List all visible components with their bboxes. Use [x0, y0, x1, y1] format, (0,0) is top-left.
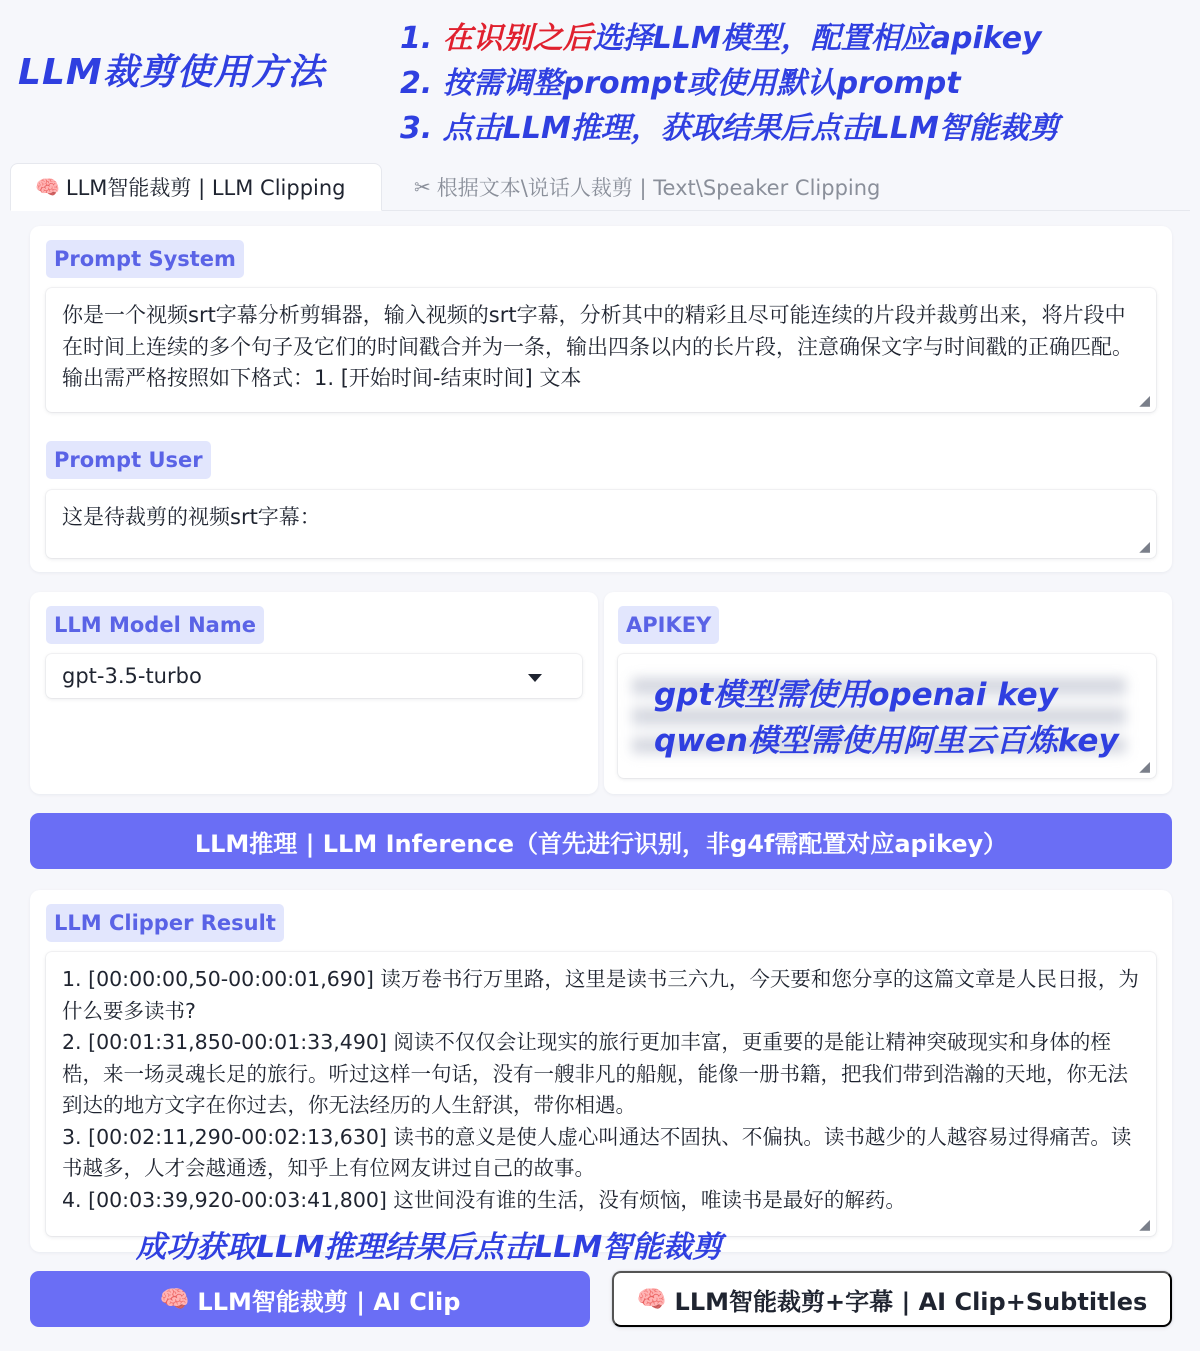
bottom-annotation: 成功获取LLM推理结果后点击LLM智能裁剪 [136, 1230, 723, 1265]
apikey-panel [604, 592, 1172, 794]
guide-step-1 [400, 16, 1059, 61]
result-line: 2. [00:01:31,850-00:01:33,490] 阅读不仅仅会让现实的旅行更加丰富，更重要的是能让精神突破现实和身体的桎梏，来一场灵魂长足的旅行。听过这样一句话，没有一艘非凡的船舰，能像一册书籍，把我们带到浩瀚的天地，你无法到达的地方文字在你过去，你无法经历的人生舒淇，带你相遇。 [62, 1030, 1128, 1117]
tab-text-speaker-clipping[interactable] [390, 163, 904, 211]
apikey-label: APIKEY [618, 606, 719, 644]
brain-icon: 🧠 [159, 1285, 190, 1313]
result-label: LLM Clipper Result [46, 904, 284, 942]
guide-step-1-highlight: 在识别之后 [442, 21, 593, 56]
prompt-user-text: 这是待裁剪的视频srt字幕： [62, 505, 321, 529]
guide-step-1-prefix: 1. [400, 21, 443, 56]
guide-title: LLM裁剪使用方法 [18, 52, 325, 93]
guide-steps [400, 16, 1059, 151]
scissors-icon: ✂ [414, 175, 431, 199]
model-select[interactable] [46, 654, 582, 698]
tab-llm-clipping[interactable] [10, 163, 382, 211]
chevron-down-icon [528, 674, 542, 682]
result-line: 3. [00:02:11,290-00:02:13,630] 读书的意义是使人虚心叫通达不固执、不偏执。读书越少的人越容易过得痛苦。读书越多，人才会越通透，知乎上有位网友讲过自己的故事。 [62, 1124, 1132, 1180]
ai-clip-subtitles-button[interactable] [612, 1271, 1172, 1327]
result-line: 4. [00:03:39,920-00:03:41,800] 这世间没有谁的生活，没有烦恼，唯读书是最好的解药。 [62, 1187, 906, 1212]
prompt-system-label: Prompt System [46, 240, 244, 278]
resize-grip-icon[interactable]: ◢ [1139, 1217, 1150, 1233]
prompt-user-label: Prompt User [46, 441, 211, 479]
apikey-note [654, 672, 1119, 764]
model-select-value: gpt-3.5-turbo [62, 664, 202, 688]
brain-icon: 🧠 [636, 1285, 667, 1313]
tab-label: LLM智能裁剪 | LLM Clipping [65, 176, 346, 200]
result-line: 1. [00:00:00,50-00:00:01,690] 读万卷书行万里路，这里是读书三六九，今天要和您分享的这篇文章是人民日报，为什么要多读书? [62, 967, 1139, 1023]
resize-grip-icon[interactable]: ◢ [1139, 539, 1150, 555]
apikey-note-line-2: qwen模型需使用阿里云百炼key [654, 723, 1119, 759]
result-panel [30, 890, 1172, 1252]
prompt-panel [30, 226, 1172, 572]
prompt-user-textarea[interactable] [46, 490, 1156, 558]
tab-bar [10, 163, 1190, 211]
prompt-system-textarea[interactable] [46, 288, 1156, 412]
prompt-system-text: 你是一个视频srt字幕分析剪辑器，输入视频的srt字幕，分析其中的精彩且尽可能连续的片段并裁剪出来，将片段中在时间上连续的多个句子及它们的时间戳合并为一条，输出四条以内的长片段，注意确保文字与时间戳的正确匹配。输出需严格按照如下格式：1. [开始时间-结束时间] 文本 [62, 303, 1133, 390]
apikey-textarea[interactable] [618, 654, 1156, 778]
resize-grip-icon[interactable]: ◢ [1139, 393, 1150, 409]
guide-step-2: 2. 按需调整prompt或使用默认prompt [400, 66, 961, 101]
apikey-note-line-1: gpt模型需使用openai key [654, 677, 1058, 713]
guide-step-3: 3. 点击LLM推理，获取结果后点击LLM智能裁剪 [400, 111, 1059, 146]
brain-icon: 🧠 [35, 175, 60, 199]
llm-inference-button[interactable]: LLM推理 | LLM Inference（首先进行识别，非g4f需配置对应apikey） [30, 813, 1172, 869]
guide-step-1-rest: 选择LLM模型，配置相应apikey [592, 21, 1042, 56]
model-name-label: LLM Model Name [46, 606, 264, 644]
ai-clip-label: LLM智能裁剪 | AI Clip [197, 1287, 461, 1316]
ai-clip-button[interactable] [30, 1271, 590, 1327]
tab-label: 根据文本\说话人裁剪 | Text\Speaker Clipping [436, 176, 881, 200]
result-textarea[interactable] [46, 952, 1156, 1236]
model-panel [30, 592, 598, 794]
ai-clip-subtitles-label: LLM智能裁剪+字幕 | AI Clip+Subtitles [674, 1287, 1148, 1316]
resize-grip-icon[interactable]: ◢ [1139, 759, 1150, 775]
